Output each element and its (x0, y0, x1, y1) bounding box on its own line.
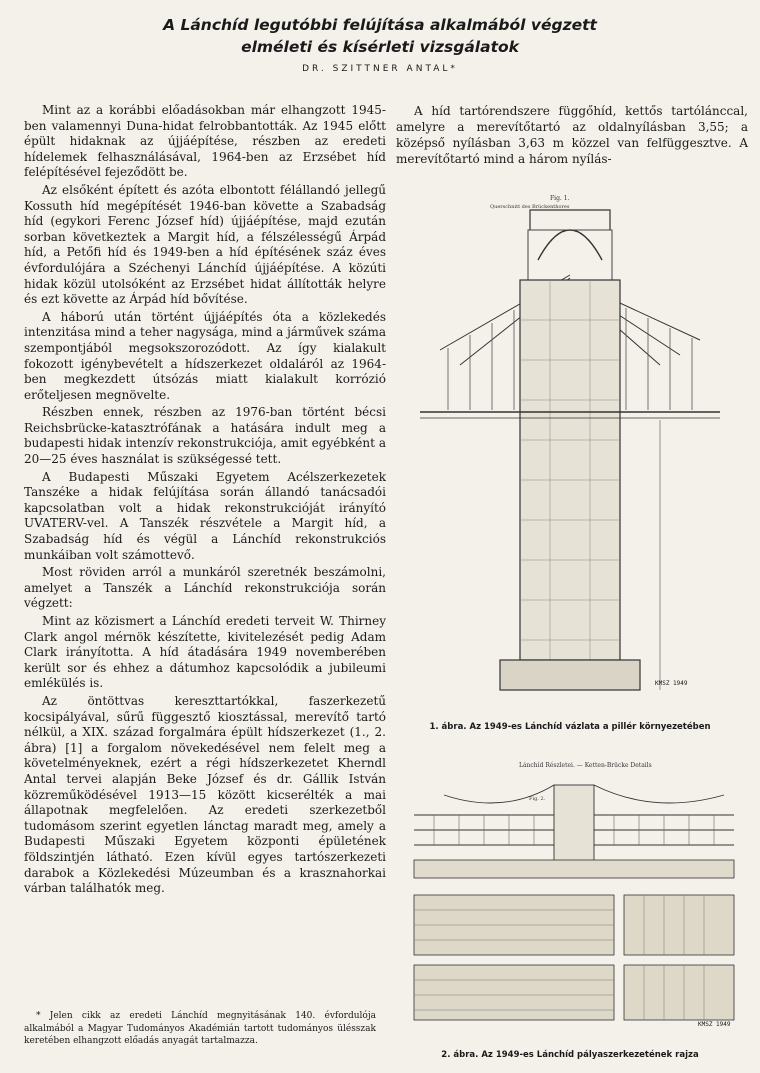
figure-2-svg (404, 755, 744, 1035)
footnote (24, 1010, 376, 1048)
paragraph: Mint az a korábbi előadásokban már elhangzott 1945-ben valamennyi Duna-hidat felrobbantották. Az 1945 előtt épült hidaknak az újjáépítése, részben az eredeti hídelemek felhasználásával, 1964-ben az Erzsébet híd felépítésével fejeződött be. (24, 103, 386, 180)
title-line-1: A Lánchíd legutóbbi felújítása alkalmából végzett (163, 16, 597, 34)
paragraph: Az elsőként épített és azóta elbontott félállandó jellegű Kossuth híd megépítését 1946-ban követte a Szabadság híd (egykori Ferenc József híd) újjáépítése, majd ezután sorban következtek a Margit híd, a félszélességű Árpád híd, a Petőfi híd és 1949-ben a híd építésének száz éves évfordulójára a Széchenyi Lánchíd újjáépítése. A közúti hidak közül utolsóként az Erzsébet hidat állították helyre és ezt követte az Árpád híd bővítése. (24, 182, 386, 307)
paragraph: Részben ennek, részben az 1976-ban történt bécsi Reichsbrücke-katasztrófának a hatására indult meg a budapesti hidak intenzív rekonstrukciója, amit egyébként a 20—25 éves használat is szükségessé tett. (24, 405, 386, 467)
paragraph: A híd tartórendszere függőhíd, kettős tartólánccal, amelyre a merevítőtartó az oldalnyílásban 3,55; a középső nyílásban 3,63 m közzel van felfüggesztve. A merevítőtartó mind a három nyílás- (396, 104, 748, 166)
figure-1-drawing-title: Fig. 1. (550, 195, 570, 202)
figure-2-drawing (404, 755, 744, 1035)
figure-2-drawing-title: Lánchíd Részletei. — Ketten-Brücke Details (519, 762, 652, 769)
paragraph: Mint az közismert a Lánchíd eredeti terveit W. Thirney Clark angol mérnök készítette, kivitelezését pedig Adam Clark irányította. A híd átadására 1949 novemberében került sor és ehhez a dátumhoz kapcsolódik a jubileumi emlékülés is. (24, 614, 386, 691)
left-column (24, 103, 386, 899)
paragraph: Most röviden arról a munkáról szeretnék beszámolni, amelyet a Tanszék a Lánchíd rekonstrukciója során végzett: (24, 565, 386, 611)
figure-2-caption: 2. ábra. Az 1949-es Lánchíd pályaszerkezetének rajza (441, 1050, 699, 1060)
paragraph: A Budapesti Műszaki Egyetem Acélszerkezetek Tanszéke a hidak felújítása során állandó tanácsadói kapcsolatban volt a hidak rekonstrukcióját irányító UVATERV-vel. A Tanszék részvétele a Margit híd, a Szabadság híd és végül a Lánchíd rekonstrukciós munkáiban volt számottevő. (24, 469, 386, 562)
footnote-text: * Jelen cikk az eredeti Lánchíd megnyitásának 140. évfordulója alkalmából a Magyar Tudományos Akadémián tartott tudományos ülésszak keretében elhangzott előadás anyagát tartalmazza. (24, 1011, 376, 1046)
article-title (0, 14, 760, 58)
figure-1-stamp: KMSZ 1949 (655, 680, 688, 687)
right-column-text (396, 103, 748, 167)
figure-1-caption: 1. ábra. Az 1949-es Lánchíd vázlata a pillér környezetében (429, 722, 711, 732)
figure-1-drawing-subtitle: Querschnitt des Brückenthores (490, 204, 570, 210)
author-line: DR. SZITTNER ANTAL* (302, 64, 458, 74)
figure-1-drawing (420, 190, 720, 710)
paragraph: A háború után történt újjáépítés óta a közlekedés intenzitása mind a teher nagysága, mind a járművek száma szempontjából megsokszorozódott. Az így kialakult fokozott igénybevételt a hídszerkezet oldaláról az 1964-ben megkezdett útsózás miatt kialakult korrózió erőteljesen megnövelte. (24, 309, 386, 402)
title-line-2: elméleti és kísérleti vizsgálatok (241, 38, 519, 56)
figure-2-drawing-label: Fig. 2. (529, 796, 546, 802)
figure-2-stamp: KMSZ 1949 (698, 1021, 731, 1028)
paragraph: Az öntöttvas kereszttartókkal, faszerkezetű kocsipályával, sűrű függesztő kiosztással, merevítő tartó nélkül, a XIX. század forgalmára épült hídszerkezet (1., 2. ábra) [1] a forgalom növekedésével nem felelt meg a követelményeknek, ezért a régi hídszerkezetet Kherndl Antal tervei alapján Beke József és dr. Gállik István közreműködésével 1913—15 között kicserélték a mai állapotnak megfelelően. Az eredeti szerkezetből tudomásom szerint egyetlen lánctag maradt meg, amely a Budapesti Műszaki Egyetem központi épületének földszintjén látható. Ezen kívül egyes tartószerkezeti darabok a Közlekedési Múzeumban és a krasznahorkai várban találhatók meg. (24, 693, 386, 896)
figure-1-svg (420, 190, 720, 710)
